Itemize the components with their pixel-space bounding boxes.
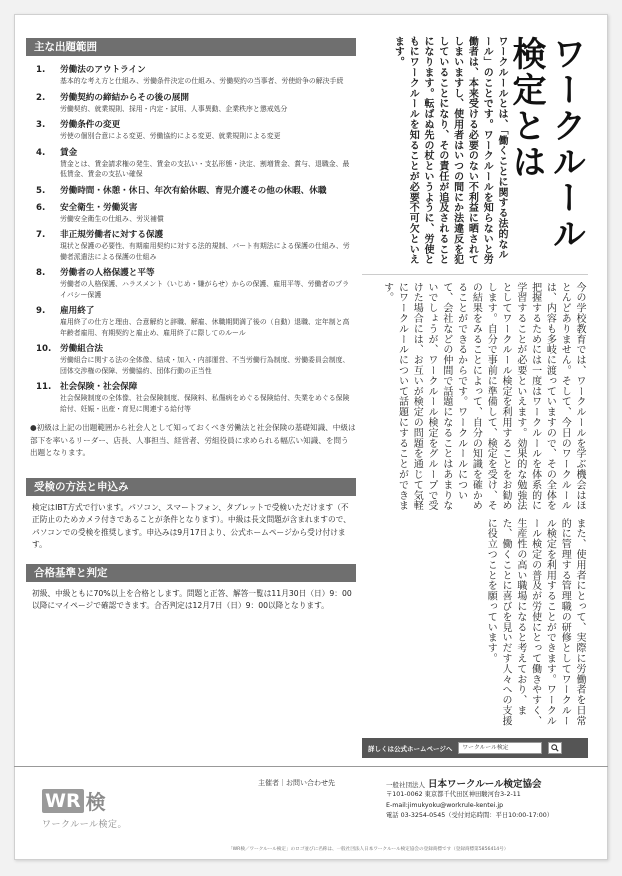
topic-title: [36, 147, 352, 159]
topic-description: 雇用終了の仕方と理由、合意解約と辞職、解雇、休職期間満了後の（自動）退職、定年制と高年齢者雇用、有期契約と雇止め、雇用終了に際してのルール: [60, 318, 350, 337]
topic-item: [36, 343, 352, 376]
page-title: ワークルール検定とは: [506, 36, 586, 252]
topic-item: [36, 305, 352, 338]
organizer-info: [386, 776, 600, 822]
organizer-label: 主催者｜お問い合わせ先: [258, 779, 335, 787]
topic-title: [36, 119, 352, 131]
email-link[interactable]: E-mail:jimukyoku@workrule-kentei.jp: [386, 801, 504, 809]
topic-description: 労働安全衛生の仕組み、労災補償: [60, 214, 164, 223]
topic-number: 4.: [36, 147, 46, 158]
postal-address: 〒101-0062 東京都千代田区神田駿河台3-2-11: [386, 791, 521, 798]
section-header-application: 受検の方法と申込み: [26, 478, 356, 496]
intro-text: ワークルールとは、「働くことに関する法的なルール」のことです。ワークルールを知らないと労働者は、本来受ける必要のない不利益に晒されてしまいますし、使用者はいつの間にか法違反を犯していることになり、その責任が追及されることになります。転ばぬ先の杖というように、労使ともにワークルールを知ることが必要不可欠といえます。: [392, 36, 507, 265]
topic-title: [36, 381, 352, 393]
search-input[interactable]: ワークルール検定: [458, 742, 542, 754]
topic-number: 11.: [36, 382, 52, 392]
logo-subtitle: ワークルール検定。: [42, 820, 128, 830]
topic-title-text: 労働組合法: [60, 344, 103, 354]
topic-number: 8.: [36, 268, 46, 278]
section-header-criteria: 合格基準と判定: [26, 564, 356, 582]
topic-description: 基本的な考え方と仕組み、労働条件決定の仕組み、労働契約の当事者、労使紛争の解決手続: [60, 77, 344, 85]
topic-description: 労働組合に関する法の全体像、結成・加入・内部運営、不当労働行為制度、労働委員会制度、団体交渉権の保障、労働協約、団体行動の正当性: [60, 356, 350, 375]
topic-list: [26, 56, 356, 414]
logo-kanji: 検: [85, 790, 106, 814]
logo-mark: WR: [42, 789, 84, 813]
topic-title-text: 労働条件の変更: [60, 120, 121, 130]
topic-item: [36, 381, 352, 414]
org-name: 日本ワークルール検定協会: [428, 779, 542, 790]
topic-title-text: 安全衛生・労働災害: [60, 202, 138, 213]
topic-description: 労使の個別合意による変更、労働協約による変更、就業規則による変更: [60, 132, 281, 140]
topic-item: [36, 92, 352, 115]
topic-title-text: 社会保険・社会保障: [60, 382, 138, 392]
level-note: ●初級は上記の出題範囲から社会人として知っておくべき労働法と社会保険の基礎知識、中級は部下を率いるリーダー、店長、人事担当、経営者、労組役員に求められる幅広い知識、を問う出題となります。: [30, 423, 356, 457]
topic-number: 10.: [36, 344, 52, 354]
topic-number: 2.: [36, 92, 46, 103]
left-column: [26, 38, 356, 625]
topic-title-text: 雇用終了: [60, 306, 95, 316]
topic-number: 5.: [36, 185, 46, 196]
topic-number: 1.: [36, 65, 46, 75]
topic-description: 現状と保護の必要性、有期雇用契約に対する法的規制、パート有期法による保護の仕組み、労働者派遣法による保護の仕組み: [60, 242, 350, 261]
footer-divider: [14, 766, 608, 767]
search-bar: [362, 738, 588, 758]
topic-item: [36, 185, 352, 197]
trademark-note: 「WR検／ワークルール検定」のロゴ並びに名称は、一般社団法人日本ワークルール検定協会の登録商標です（登録商標第5856414号）: [228, 847, 509, 852]
topic-description: 労働契約、就業規則、採用・内定・試用、人事異動、企業秩序と懲戒処分: [60, 104, 288, 113]
topic-title-text: 労働時間・休憩・休日、年次有給休暇、育児介護その他の休暇、休職: [60, 185, 327, 196]
topic-number: 7.: [36, 230, 46, 240]
topic-title: [36, 305, 352, 317]
topic-title-text: 労働者の人格保護と平等: [60, 268, 155, 278]
search-button[interactable]: [548, 742, 562, 754]
topic-title: [36, 202, 352, 214]
topic-title: [36, 185, 352, 197]
topic-title: [36, 343, 352, 355]
topic-title-text: 非正規労働者に対する保護: [60, 230, 164, 240]
topic-title-text: 労働契約の締結からその後の展開: [60, 92, 189, 103]
phone-number: 電話 03-3254-0545（受付対応時間：平日10:00-17:00）: [386, 812, 554, 819]
topic-title: [36, 229, 352, 241]
body-text-1: 今の学校教育では、ワークルールを学ぶ機会はほとんどありません。そして、今日のワークルールは、内容も多岐に渡っていますので、その全体を把握するためには一度はワークルールを体系的に学習することが必要といえます。効果的な勉強法としてワークルール検定を利用することをお勧めします。自分で事前に準備して、検定を受け、その結果をみることによって、自分の知識を確かめることができるからです。ワークルールについて、会社などの仲間で話題になることはあまりないでしょうが、ワークルール検定をグループで受けた場合には、お互いが検定の問題を通じて気軽にワークルールについて話題にすることができます。: [381, 282, 585, 511]
topic-description: 社会保険制度の全体像、社会保険制度、保険料、私傷病をめぐる保険給付、失業をめぐる保険給付、妊娠・出産・育児に関連する給付等: [60, 394, 350, 413]
org-prefix: 一般社団法人: [386, 781, 425, 789]
topic-description: 賃金とは、賃金請求権の発生、賃金の支払い・支払形態・決定、割増賃金、賞与、退職金、最低賃金、賃金の支払い確保: [60, 159, 350, 178]
right-column: [362, 36, 588, 736]
topic-item: [36, 267, 352, 300]
topic-item: [36, 64, 352, 87]
topic-title: [36, 92, 352, 104]
criteria-text: 初級、中級ともに70%以上を合格とします。問題と正答、解答一覧は11月30日（日）9：00以降にマイページで確認できます。合否判定は12月7日（日）9：00以降となります。: [32, 588, 352, 610]
topic-number: 9.: [36, 306, 46, 316]
topic-item: [36, 202, 352, 225]
topic-title-text: 賃金: [60, 147, 78, 158]
body-text-2: また、使用者にとって、実際に労働者を日常的に管理する管理職の研修としてワークルール検定を利用することができます。ワークルール検定の普及が労使にとって働きやすく、生産性の高い職場になると考えており、また、働くことに喜びを見いだす人々への支援に役立つことを願っています。: [485, 518, 585, 726]
topic-number: 3.: [36, 120, 46, 130]
topic-description: 労働者の人格保護、ハラスメント（いじめ・嫌がらせ）からの保護、雇用平等、労働者のプライバシー保護: [60, 280, 349, 299]
topic-item: [36, 119, 352, 142]
divider: [362, 274, 588, 275]
application-text: 検定はIBT方式で行います。パソコン、スマートフォン、タブレットで受検いただけます（不正防止のためカメラ付きであることが条件となります）。中級は長文問題が含まれますので、パソコンでの受検を推奨します。申込みは9月17日より、公式ホームページから受け付けます。: [32, 502, 351, 549]
topic-title: [36, 267, 352, 279]
topic-item: [36, 229, 352, 262]
topic-number: 6.: [36, 202, 46, 213]
topic-title: [36, 64, 352, 76]
logo: [42, 786, 127, 830]
section-header-topics: 主な出題範囲: [26, 38, 356, 56]
search-icon: [551, 744, 559, 752]
search-label: 詳しくは公式ホームページへ: [368, 744, 453, 753]
topic-title-text: 労働法のアウトライン: [60, 65, 146, 75]
topic-item: [36, 147, 352, 180]
